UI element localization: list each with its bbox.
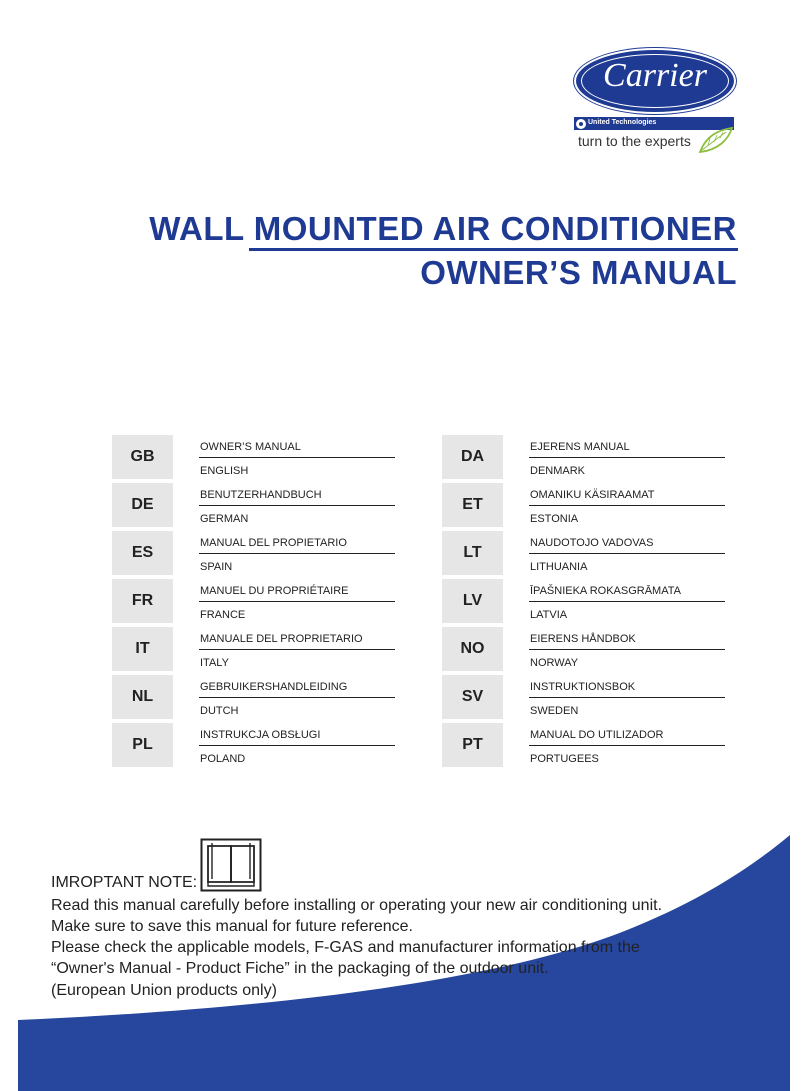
language-entry-nl: [112, 675, 402, 719]
language-country: POLAND: [200, 753, 246, 765]
language-country: GERMAN: [200, 513, 249, 525]
language-entry-sv: [442, 675, 732, 719]
language-country: SWEDEN: [530, 705, 579, 717]
manual-title: MANUEL DU PROPRIÉTAIRE: [200, 585, 349, 597]
language-entry-gb: [112, 435, 402, 479]
language-code: GB: [112, 435, 173, 479]
tagline: turn to the experts: [578, 133, 691, 149]
language-country: FRANCE: [200, 609, 246, 621]
manual-title: MANUAL DEL PROPIETARIO: [200, 537, 347, 549]
manual-title: OWNER’S MANUAL: [200, 441, 301, 453]
language-code: PL: [112, 723, 173, 767]
leaf-icon: [698, 126, 734, 154]
language-code: PT: [442, 723, 503, 767]
manual-title: MANUAL DO UTILIZADOR: [530, 729, 664, 741]
note-line: Make sure to save this manual for future reference.: [51, 918, 413, 935]
manual-title: INSTRUKCJA OBSŁUGI: [200, 729, 321, 741]
language-country: ITALY: [200, 657, 229, 669]
language-entry-it: [112, 627, 402, 671]
language-code: DE: [112, 483, 173, 527]
note-line: Please check the applicable models, F-GAS and manufacturer information from the: [51, 939, 640, 956]
ut-emblem-icon: [576, 119, 586, 129]
manual-title: ĪPAŠNIEKA ROKASGRĀMATA: [530, 585, 681, 597]
language-country: LATVIA: [530, 609, 568, 621]
language-code: NL: [112, 675, 173, 719]
note-heading: IMROPTANT NOTE:: [51, 874, 198, 891]
logo-wordmark: Carrier: [603, 57, 707, 94]
language-entry-et: [442, 483, 732, 527]
language-code: LV: [442, 579, 503, 623]
language-code: LT: [442, 531, 503, 575]
language-country: PORTUGEES: [530, 753, 599, 765]
language-country: DENMARK: [530, 465, 586, 477]
language-code: DA: [442, 435, 503, 479]
language-entry-lv: [442, 579, 732, 623]
language-country: NORWAY: [530, 657, 579, 669]
manual-title: GEBRUIKERSHANDLEIDING: [200, 681, 348, 693]
book-icon: [200, 838, 262, 892]
language-entry-lt: [442, 531, 732, 575]
language-entry-pl: [112, 723, 402, 767]
sub-brand: United Technologies: [588, 119, 657, 126]
manual-title: NAUDOTOJO VADOVAS: [530, 537, 654, 549]
manual-title: MANUALE DEL PROPRIETARIO: [200, 633, 363, 645]
manual-title: EIERENS HÅNDBOK: [530, 633, 636, 645]
language-code: IT: [112, 627, 173, 671]
manual-title: EJERENS MANUAL: [530, 441, 630, 453]
language-entry-pt: [442, 723, 732, 767]
language-code: ES: [112, 531, 173, 575]
language-entry-da: [442, 435, 732, 479]
language-country: LITHUANIA: [530, 561, 588, 573]
language-country: ENGLISH: [200, 465, 249, 477]
language-entry-de: [112, 483, 402, 527]
manual-title: OMANIKU KÄSIRAAMAT: [530, 489, 655, 501]
language-country: ESTONIA: [530, 513, 579, 525]
language-country: DUTCH: [200, 705, 239, 717]
note-line: “Owner's Manual - Product Fiche” in the packaging of the outdoor unit.: [51, 960, 549, 977]
manual-title: BENUTZERHANDBUCH: [200, 489, 322, 501]
title-line-1: WALL MOUNTED AIR CONDITIONER: [149, 210, 737, 247]
carrier-logo: [574, 48, 736, 154]
language-entry-es: [112, 531, 402, 575]
note-line: (European Union products only): [51, 982, 277, 999]
language-code: NO: [442, 627, 503, 671]
language-code: FR: [112, 579, 173, 623]
language-entry-fr: [112, 579, 402, 623]
note-line: Read this manual carefully before installing or operating your new air conditioning unit.: [51, 897, 663, 914]
manual-title: INSTRUKTIONSBOK: [530, 681, 636, 693]
language-code: SV: [442, 675, 503, 719]
title-line-2: OWNER’S MANUAL: [420, 254, 737, 291]
language-entry-no: [442, 627, 732, 671]
language-country: SPAIN: [200, 561, 233, 573]
title-divider: [249, 248, 738, 251]
language-code: ET: [442, 483, 503, 527]
